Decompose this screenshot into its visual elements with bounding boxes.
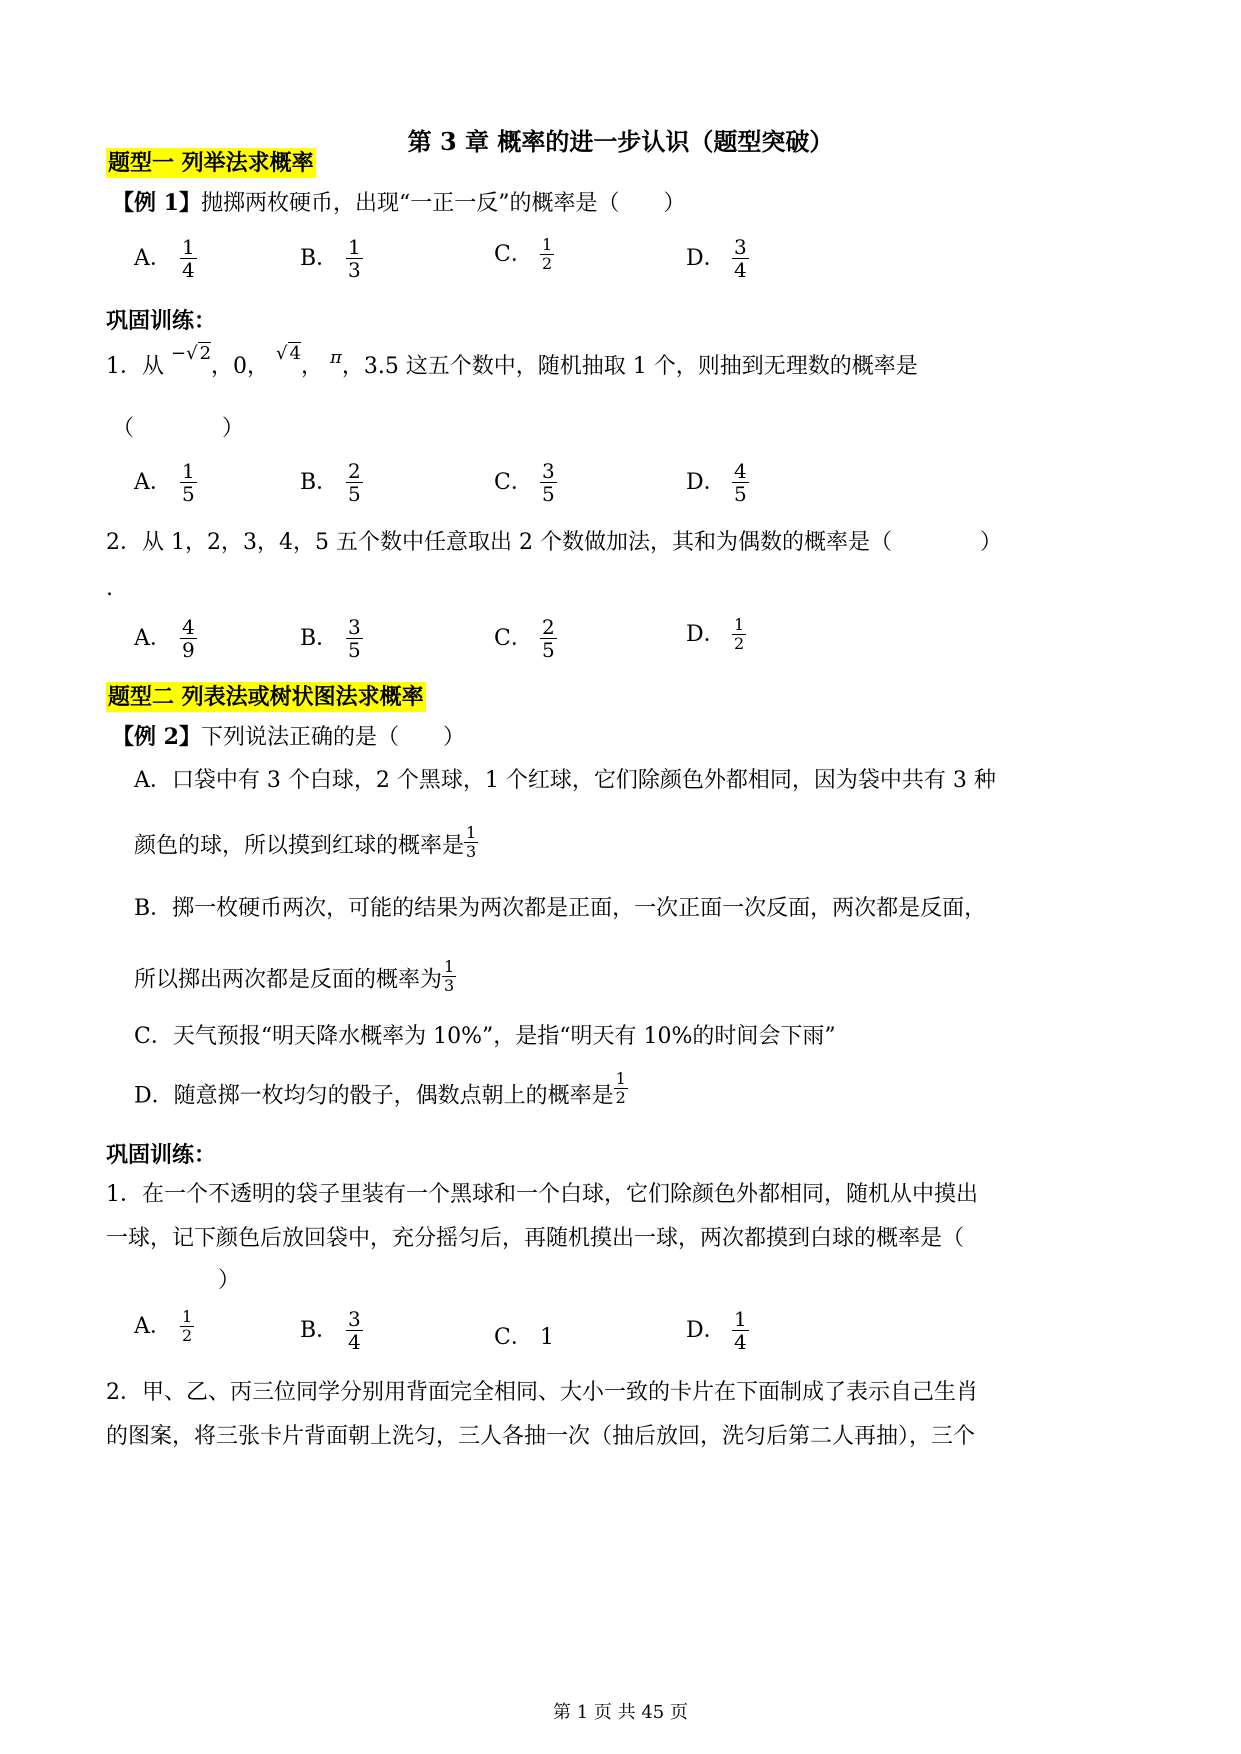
option-text: 所以掷出两次都是反面的概率为	[134, 967, 443, 993]
practice-2-question-2-line2: 的图案，将三张卡片背面朝上洗匀，三人各抽一次（抽后放回，洗匀后第二人再抽），三个	[106, 1424, 976, 1449]
option-text: D．随意掷一枚均匀的骰子，偶数点朝上的概率是	[134, 1083, 614, 1109]
q2-option-a	[134, 616, 197, 661]
q2-option-b	[300, 616, 363, 661]
ex2-option-b-line1: B．掷一枚硬币两次，可能的结果为两次都是正面，一次正面一次反面，两次都是反面，	[134, 896, 987, 921]
neg-sqrt-2: −√ 2	[171, 343, 212, 364]
numerator: 1	[542, 235, 553, 254]
practice-title-1: 巩固训练：	[106, 308, 217, 334]
option-label: A．	[134, 1313, 172, 1339]
practice-2-question-1-line1: 1．在一个不透明的袋子里装有一个黑球和一个白球，它们除颜色外都相同，随机从中摸出	[106, 1182, 979, 1207]
practice-title-2: 巩固训练：	[106, 1142, 217, 1168]
answer-paren: （ ）	[112, 416, 245, 441]
ex1-option-b	[300, 236, 363, 281]
denominator: 2	[615, 1088, 626, 1107]
separator: ，0，	[211, 354, 270, 379]
numerator: 3	[348, 615, 361, 639]
radicand: 4	[289, 343, 301, 364]
numerator: 3	[734, 235, 747, 259]
numerator: 3	[348, 1307, 361, 1331]
option-label: B．	[300, 245, 339, 271]
q1-option-c	[494, 460, 557, 505]
ex2-option-d	[134, 1069, 628, 1115]
practice-2-question-1-line3: ）	[218, 1268, 241, 1293]
ex1-option-d	[686, 236, 749, 281]
page-footer: 第 1 页 共 45 页	[553, 1702, 688, 1723]
ex2-option-c: C．天气预报“明天降水概率为 10%”，是指“明天有 10%的时间会下雨”	[134, 1024, 836, 1049]
option-label: D．	[686, 245, 726, 271]
option-label: C．	[494, 1325, 533, 1350]
option-label: C．	[494, 625, 533, 651]
denominator: 3	[466, 842, 477, 861]
numerator: 2	[348, 459, 361, 483]
option-label: A．	[134, 469, 172, 495]
denominator: 5	[348, 482, 361, 506]
q1-option-a	[134, 460, 197, 505]
option-label: D．	[686, 1317, 726, 1343]
numerator: 1	[182, 1307, 193, 1326]
numerator: 3	[542, 459, 555, 483]
numerator: 1	[182, 235, 195, 259]
separator: ，	[300, 354, 323, 379]
q1-option-b	[300, 460, 363, 505]
numerator: 1	[444, 957, 455, 976]
ex2-option-a-line2	[134, 823, 478, 865]
example-2-label: 【例 2】	[112, 724, 201, 750]
p2q1-option-a	[134, 1308, 194, 1345]
denominator: 3	[444, 976, 455, 995]
q1-option-d	[686, 460, 749, 505]
option-label: A．	[134, 245, 172, 271]
option-label: D．	[686, 469, 726, 495]
ex2-option-a-line1: A．口袋中有 3 个白球，2 个黑球，1 个红球，它们除颜色外都相同，因为袋中共有 3 种	[134, 768, 996, 793]
practice-2-question-1-line2: 一球，记下颜色后放回袋中，充分摇匀后，再随机摸出一球，两次都摸到白球的概率是（	[106, 1226, 965, 1251]
example-1	[112, 188, 685, 219]
ex1-option-a	[134, 236, 197, 281]
denominator: 5	[734, 482, 747, 506]
denominator: 5	[182, 482, 195, 506]
numerator: 1	[615, 1069, 626, 1088]
radicand: 2	[199, 343, 212, 364]
option-label: D．	[686, 621, 726, 647]
option-label: B．	[300, 469, 339, 495]
denominator: 4	[182, 258, 195, 282]
section-heading-1: 题型一 列举法求概率	[108, 150, 314, 176]
p2q1-option-d	[686, 1308, 749, 1353]
p2q1-option-c	[494, 1320, 554, 1351]
option-value: 1	[540, 1325, 554, 1350]
numerator: 1	[182, 459, 195, 483]
option-label: A．	[134, 625, 172, 651]
page-title: 第 3 章 概率的进一步认识（题型突破）	[407, 127, 834, 156]
p2q1-option-b	[300, 1308, 363, 1353]
sqrt-4: √ 4	[276, 343, 301, 364]
denominator: 2	[734, 634, 745, 653]
numerator: 1	[466, 823, 477, 842]
ex2-option-b-line2	[134, 957, 456, 999]
example-2-text: 下列说法正确的是（ ）	[200, 725, 465, 750]
numerator: 1	[734, 1307, 747, 1331]
q1-prefix: 1．从	[106, 354, 164, 379]
denominator: 4	[348, 1330, 361, 1354]
minus-sign: −	[171, 343, 187, 364]
denominator: 5	[542, 482, 555, 506]
denominator: 5	[348, 638, 361, 662]
practice-1-question-2: 2．从 1，2，3，4，5 五个数中任意取出 2 个数做加法，其和为偶数的概率是（ ）	[106, 530, 1002, 555]
numerator: 1	[348, 235, 361, 259]
numerator: 1	[734, 615, 745, 634]
numerator: 4	[734, 459, 747, 483]
denominator: 9	[182, 638, 195, 662]
q2-option-d	[686, 616, 746, 653]
denominator: 4	[734, 258, 747, 282]
q2-dot: .	[106, 576, 113, 601]
denominator: 2	[542, 254, 553, 273]
section-heading-2: 题型二 列表法或树状图法求概率	[108, 684, 424, 710]
option-text: 颜色的球，所以摸到红球的概率是	[134, 833, 465, 859]
denominator: 2	[182, 1326, 193, 1345]
example-1-text: 抛掷两枚硬币，出现“一正一反”的概率是（ ）	[200, 191, 686, 216]
example-1-label: 【例 1】	[112, 190, 201, 216]
numerator: 2	[542, 615, 555, 639]
option-label: C．	[494, 469, 533, 495]
pi-symbol: π	[329, 347, 342, 368]
option-label: B．	[300, 1317, 339, 1343]
example-2	[112, 722, 465, 753]
q2-option-c	[494, 616, 557, 661]
denominator: 4	[734, 1330, 747, 1354]
q1-rest: ，3.5 这五个数中，随机抽取 1 个，则抽到无理数的概率是	[341, 354, 918, 379]
numerator: 4	[182, 615, 195, 639]
denominator: 5	[542, 638, 555, 662]
ex1-option-c	[494, 236, 554, 273]
denominator: 3	[348, 258, 361, 282]
practice-1-question-1	[106, 343, 918, 383]
practice-2-question-2-line1: 2．甲、乙、丙三位同学分别用背面完全相同、大小一致的卡片在下面制成了表示自己生肖	[106, 1380, 979, 1405]
option-label: C．	[494, 241, 533, 267]
option-label: B．	[300, 625, 339, 651]
